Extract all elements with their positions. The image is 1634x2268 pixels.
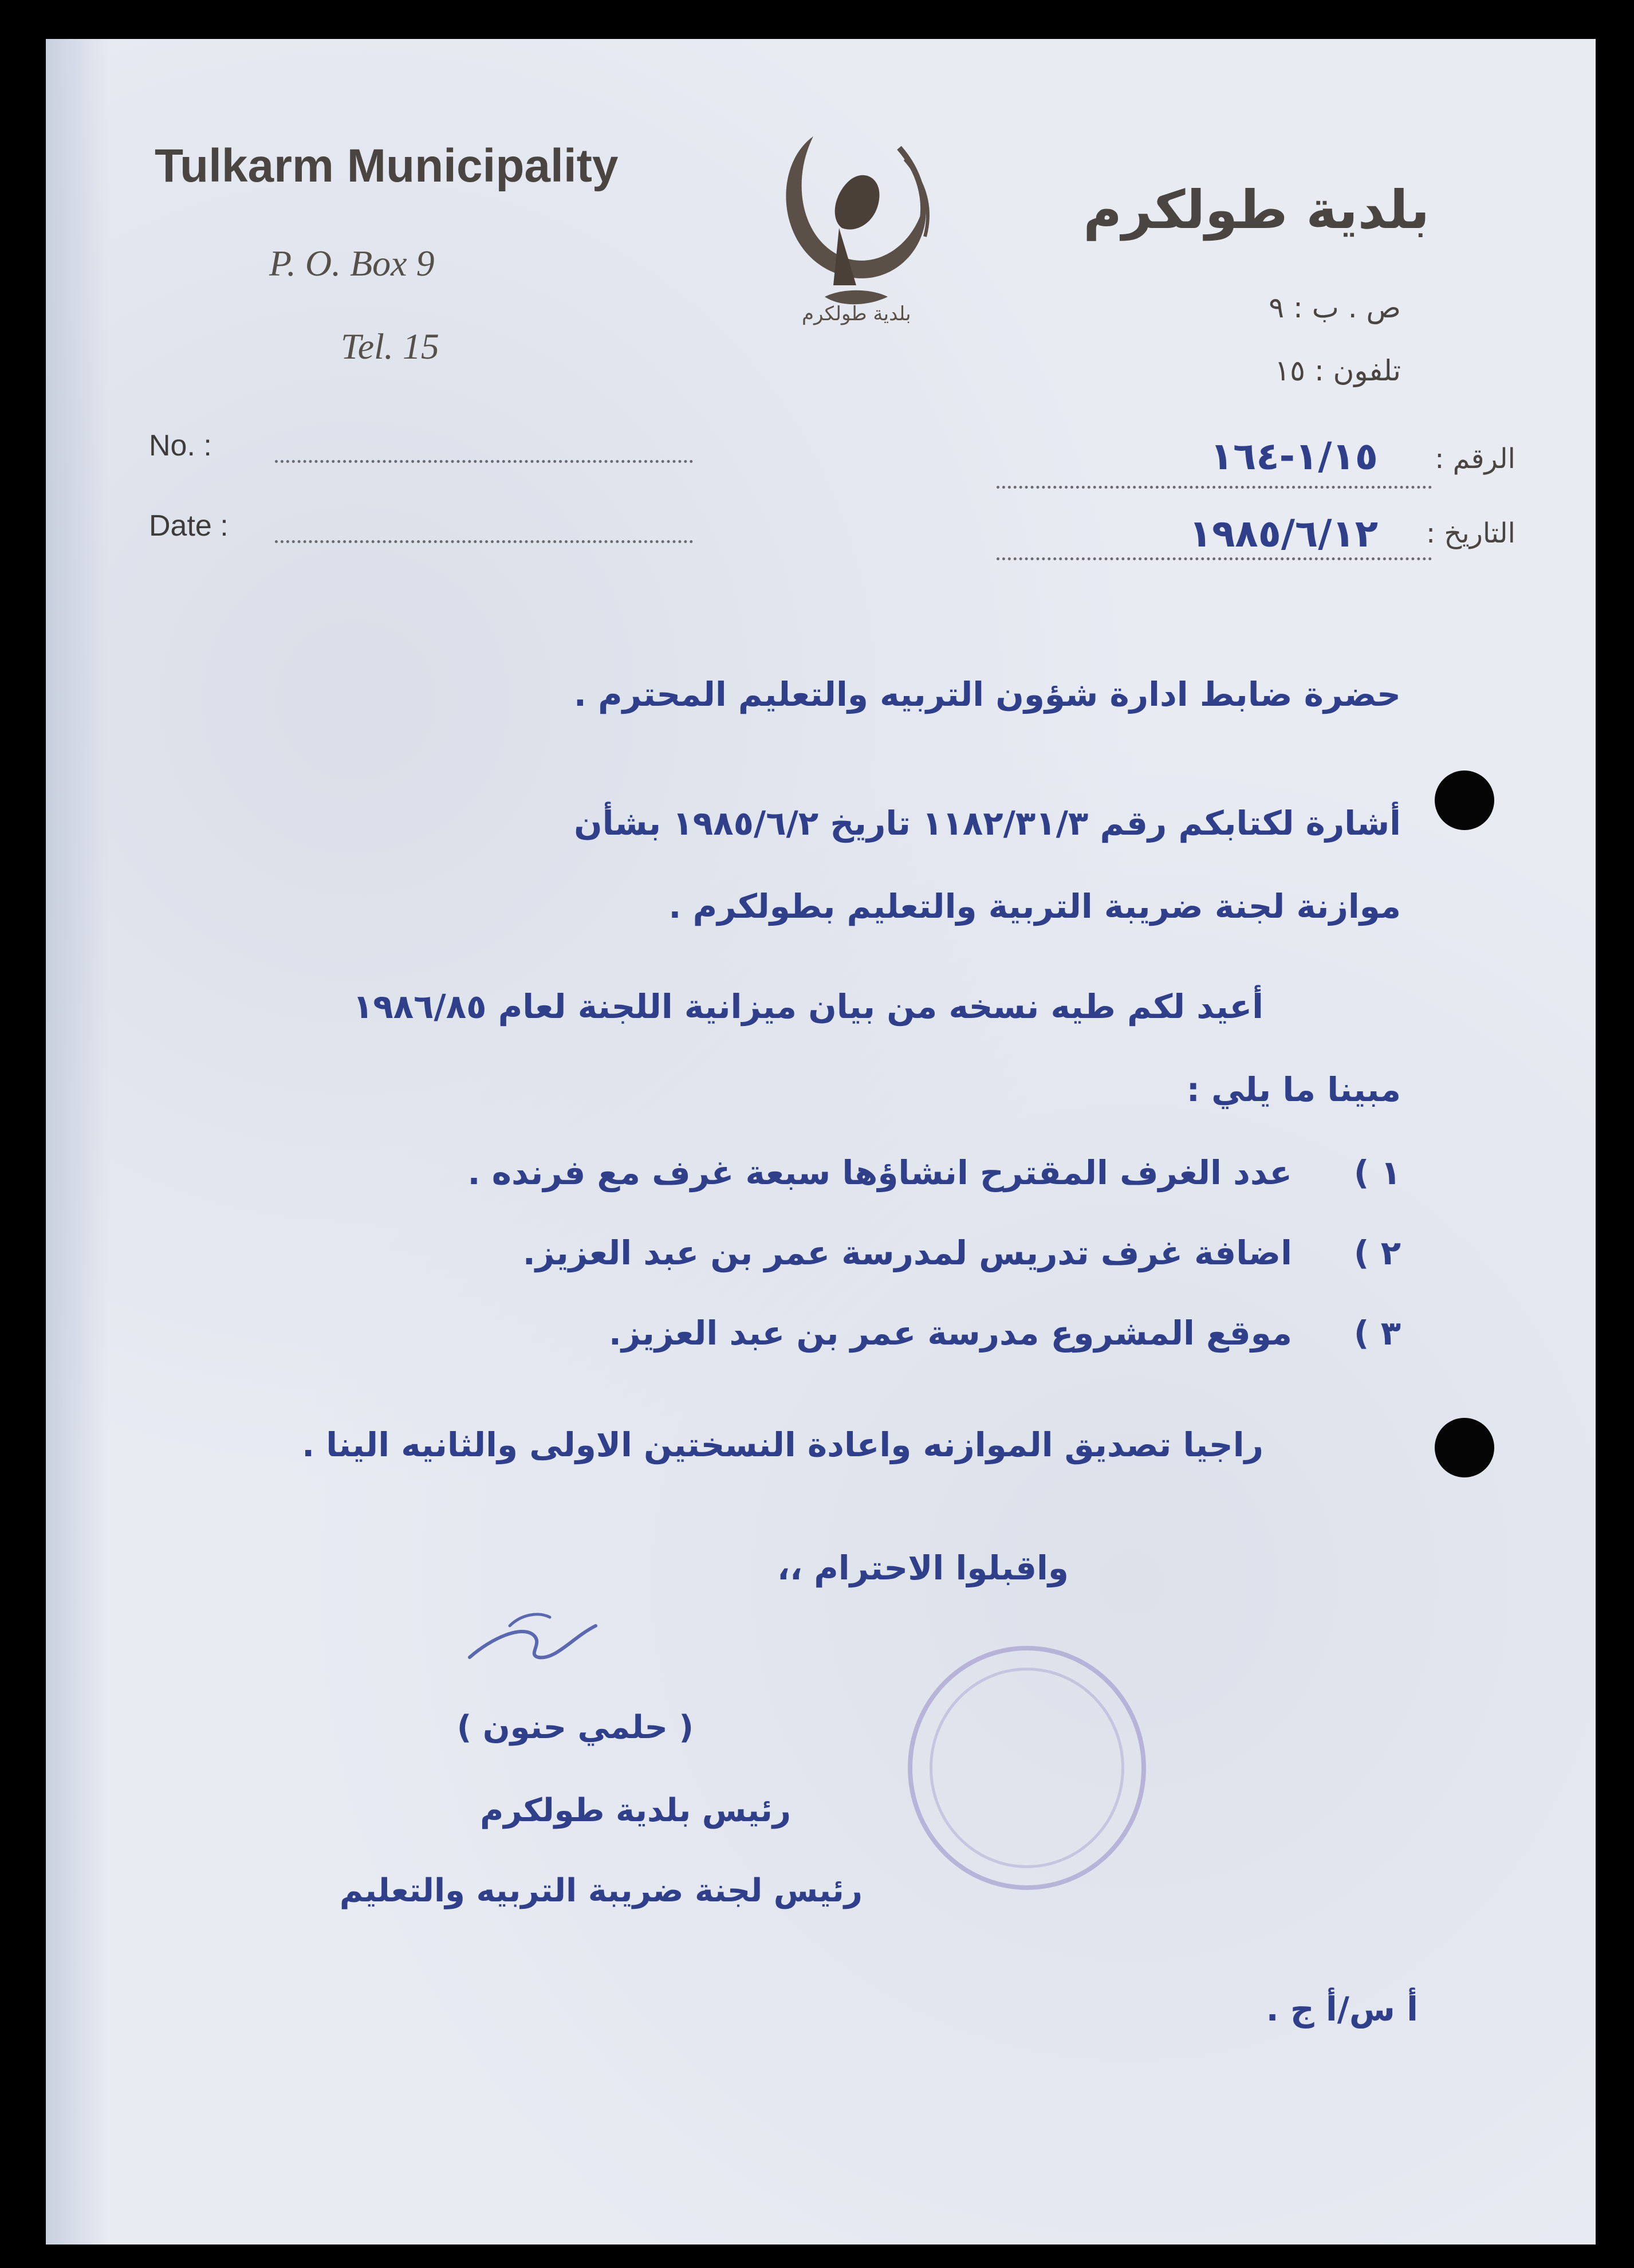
closing: واقبلوا الاحترام ،، (777, 1548, 1069, 1587)
emblem-caption: بلدية طولكرم (802, 302, 911, 325)
paragraph-1-line-1: أشارة لكتابكم رقم ١١٨٢/٣١/٣ تاريخ ١٩٨٥/٦/٢ بشأن (574, 804, 1401, 843)
list-item-number: ١ ) (1353, 1153, 1401, 1192)
list-item-number: ٣ ) (1353, 1314, 1401, 1353)
letterhead-pobox-en: P. O. Box 9 (269, 243, 435, 284)
signatory-title-committee: رئيس لجنة ضريبة التربيه والتعليم (339, 1872, 863, 1909)
letterhead-tel-en: Tel. 15 (341, 326, 439, 367)
number-dotted-line (997, 486, 1432, 489)
list-item-text: اضافة غرف تدريس لمدرسة عمر بن عبد العزيز. (522, 1233, 1292, 1272)
letterhead-name-ar: بلدية طولكرم (1083, 179, 1430, 241)
number-label-ar: الرقم : (1435, 443, 1515, 475)
letter-sheet (46, 39, 1596, 2245)
paragraph-2-line-2: مبينا ما يلي : (1186, 1070, 1401, 1109)
salutation: حضرة ضابط ادارة شؤون التربيه والتعليم المحترم . (573, 675, 1401, 714)
signatory-name: ( حلمي حنون ) (456, 1709, 694, 1746)
letterhead-tel-ar: تلفون : ١٥ (1274, 354, 1401, 387)
date-dotted-line (275, 540, 693, 543)
letter-date: ١٩٨٥/٦/١٢ (1188, 512, 1378, 556)
list-item-text: عدد الغرف المقترح انشاؤها سبعة غرف مع فرنده . (467, 1153, 1292, 1192)
paragraph-2-line-1: أعيد لكم طيه نسخه من بيان ميزانية اللجنة لعام ١٩٨٦/٨٥ (352, 987, 1263, 1026)
letterhead-name-en: Tulkarm Municipality (155, 140, 619, 192)
no-label: No. : (149, 429, 212, 462)
date-label-ar: التاريخ : (1426, 517, 1515, 549)
letterhead-pobox-ar: ص . ب : ٩ (1269, 291, 1401, 324)
date-label: Date : (149, 509, 229, 543)
handwritten-initial-signature (458, 1603, 607, 1680)
municipality-emblem-logo (762, 113, 945, 337)
list-item-text: موقع المشروع مدرسة عمر بن عبد العزيز. (608, 1314, 1292, 1353)
typist-initials: أ س/أ ج . (1266, 1990, 1418, 2029)
signatory-title-mayor: رئيس بلدية طولكرم (480, 1792, 791, 1829)
punch-hole (1435, 1418, 1494, 1477)
municipal-seal-stamp (908, 1646, 1146, 1890)
list-item-number: ٢ ) (1353, 1233, 1401, 1272)
no-dotted-line (275, 460, 693, 463)
reference-number: ١/١٥-١٦٤ (1210, 434, 1378, 478)
date-ar-dotted-line (997, 557, 1432, 560)
punch-hole (1435, 771, 1494, 830)
request-sentence: راجيا تصديق الموازنه واعادة النسختين الاولى والثانيه الينا . (302, 1425, 1263, 1464)
paragraph-1-line-2: موازنة لجنة ضريبة التربية والتعليم بطولكرم . (668, 887, 1401, 926)
